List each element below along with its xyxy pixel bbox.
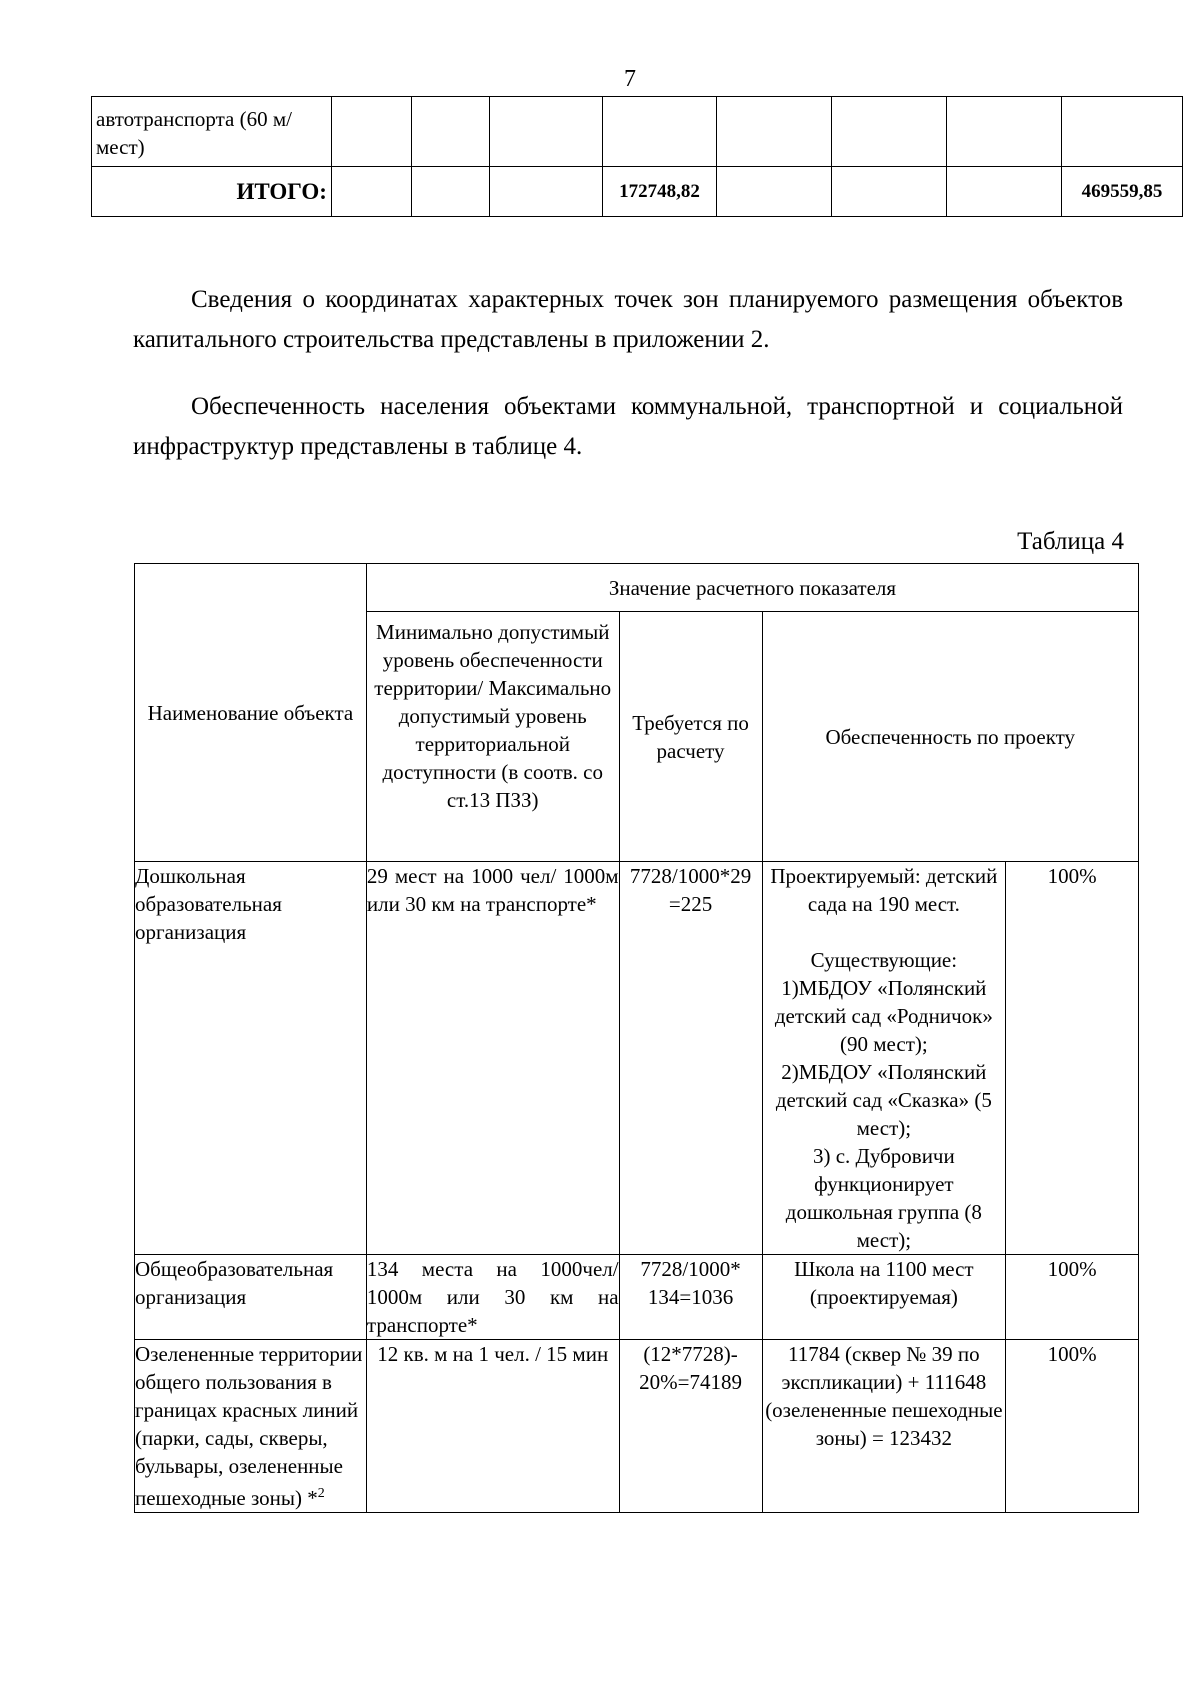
row-required: 7728/1000*29 =225: [619, 862, 762, 1255]
row-provided: [762, 1255, 1006, 1340]
provided-line: Существующие:: [810, 948, 958, 972]
header-object-name: Наименование объекта: [135, 564, 367, 862]
row-norm: 12 кв. м на 1 чел. / 15 мин: [366, 1340, 619, 1513]
row-percent: 100%: [1006, 862, 1139, 1255]
paragraph-coordinates: Сведения о координатах характерных точек зон планируемого размещения объектов капитального строительства представлены в приложении 2.: [133, 286, 1123, 353]
header-group: Значение расчетного показателя: [366, 564, 1138, 612]
row-percent: 100%: [1006, 1340, 1139, 1513]
header-provided: Обеспеченность по проекту: [762, 612, 1138, 862]
provided-line: [763, 918, 1006, 946]
row-percent: 100%: [1006, 1255, 1139, 1340]
row-required: (12*7728)- 20%=74189: [619, 1340, 762, 1513]
footnote-marker: 2: [317, 1486, 325, 1501]
row-norm: 134 места на 1000чел/ 1000м или 30 км на транспорте*: [366, 1255, 619, 1340]
row-name-cell: [135, 1340, 367, 1513]
page-number: 7: [624, 66, 636, 92]
row-name: Общеобразовательная организация: [135, 1255, 367, 1340]
row-name-cell: автотранспорта (60 м/мест): [92, 97, 332, 167]
provided-line: Проектируемый: детский сада на 190 мест.: [770, 864, 998, 916]
row-norm: 29 мест на 1000 чел/ 1000м или 30 км на транспорте*: [366, 862, 619, 1255]
provided-line: 3) с. Дубровичи функционирует дошкольная группа (8 мест);: [785, 1144, 982, 1252]
table-caption: Таблица 4: [1017, 528, 1124, 555]
provided-line: 2)МБДОУ «Полянский детский сад «Сказка» (5 мест);: [775, 1060, 992, 1140]
row-name: Озелененные территории общего пользования в границах красных линий (парки, сады, скверы, бульвары, озелененные пешеходные зоны) *: [135, 1342, 363, 1510]
total-value-2: 469559,85: [1061, 167, 1182, 217]
table-row: [135, 1340, 1139, 1513]
header-required: Требуется по расчету: [619, 612, 762, 862]
header-min-level: Минимально допустимый уровень обеспеченности территории/ Максимально допустимый уровень территориальной доступности (в соотв. со ст.13 ПЗЗ): [366, 612, 619, 862]
table-row: [92, 97, 1183, 167]
table-row: [135, 862, 1139, 1255]
row-name: Дошкольная образовательная организация: [135, 862, 367, 1255]
total-row: [92, 167, 1183, 217]
provided-line: 11784 (сквер № 39 по экспликации) + 111648 (озелененные пешеходные зоны) = 123432: [765, 1342, 1003, 1450]
paragraph-infrastructure: Обеспеченность населения объектами коммунальной, транспортной и социальной инфраструктур представлены в таблице 4.: [133, 393, 1123, 460]
table-4: [134, 563, 1139, 1513]
provided-line: 1)МБДОУ «Полянский детский сад «Родничок» (90 мест);: [774, 976, 993, 1056]
total-value-1: 172748,82: [602, 167, 717, 217]
row-provided: [762, 862, 1006, 1255]
row-provided: [762, 1340, 1006, 1513]
top-table: [91, 96, 1183, 217]
total-label: ИТОГО:: [92, 167, 332, 217]
row-required: 7728/1000* 134=1036: [619, 1255, 762, 1340]
provided-line: Школа на 1100 мест (проектируемая): [794, 1257, 974, 1309]
table-row: [135, 1255, 1139, 1340]
